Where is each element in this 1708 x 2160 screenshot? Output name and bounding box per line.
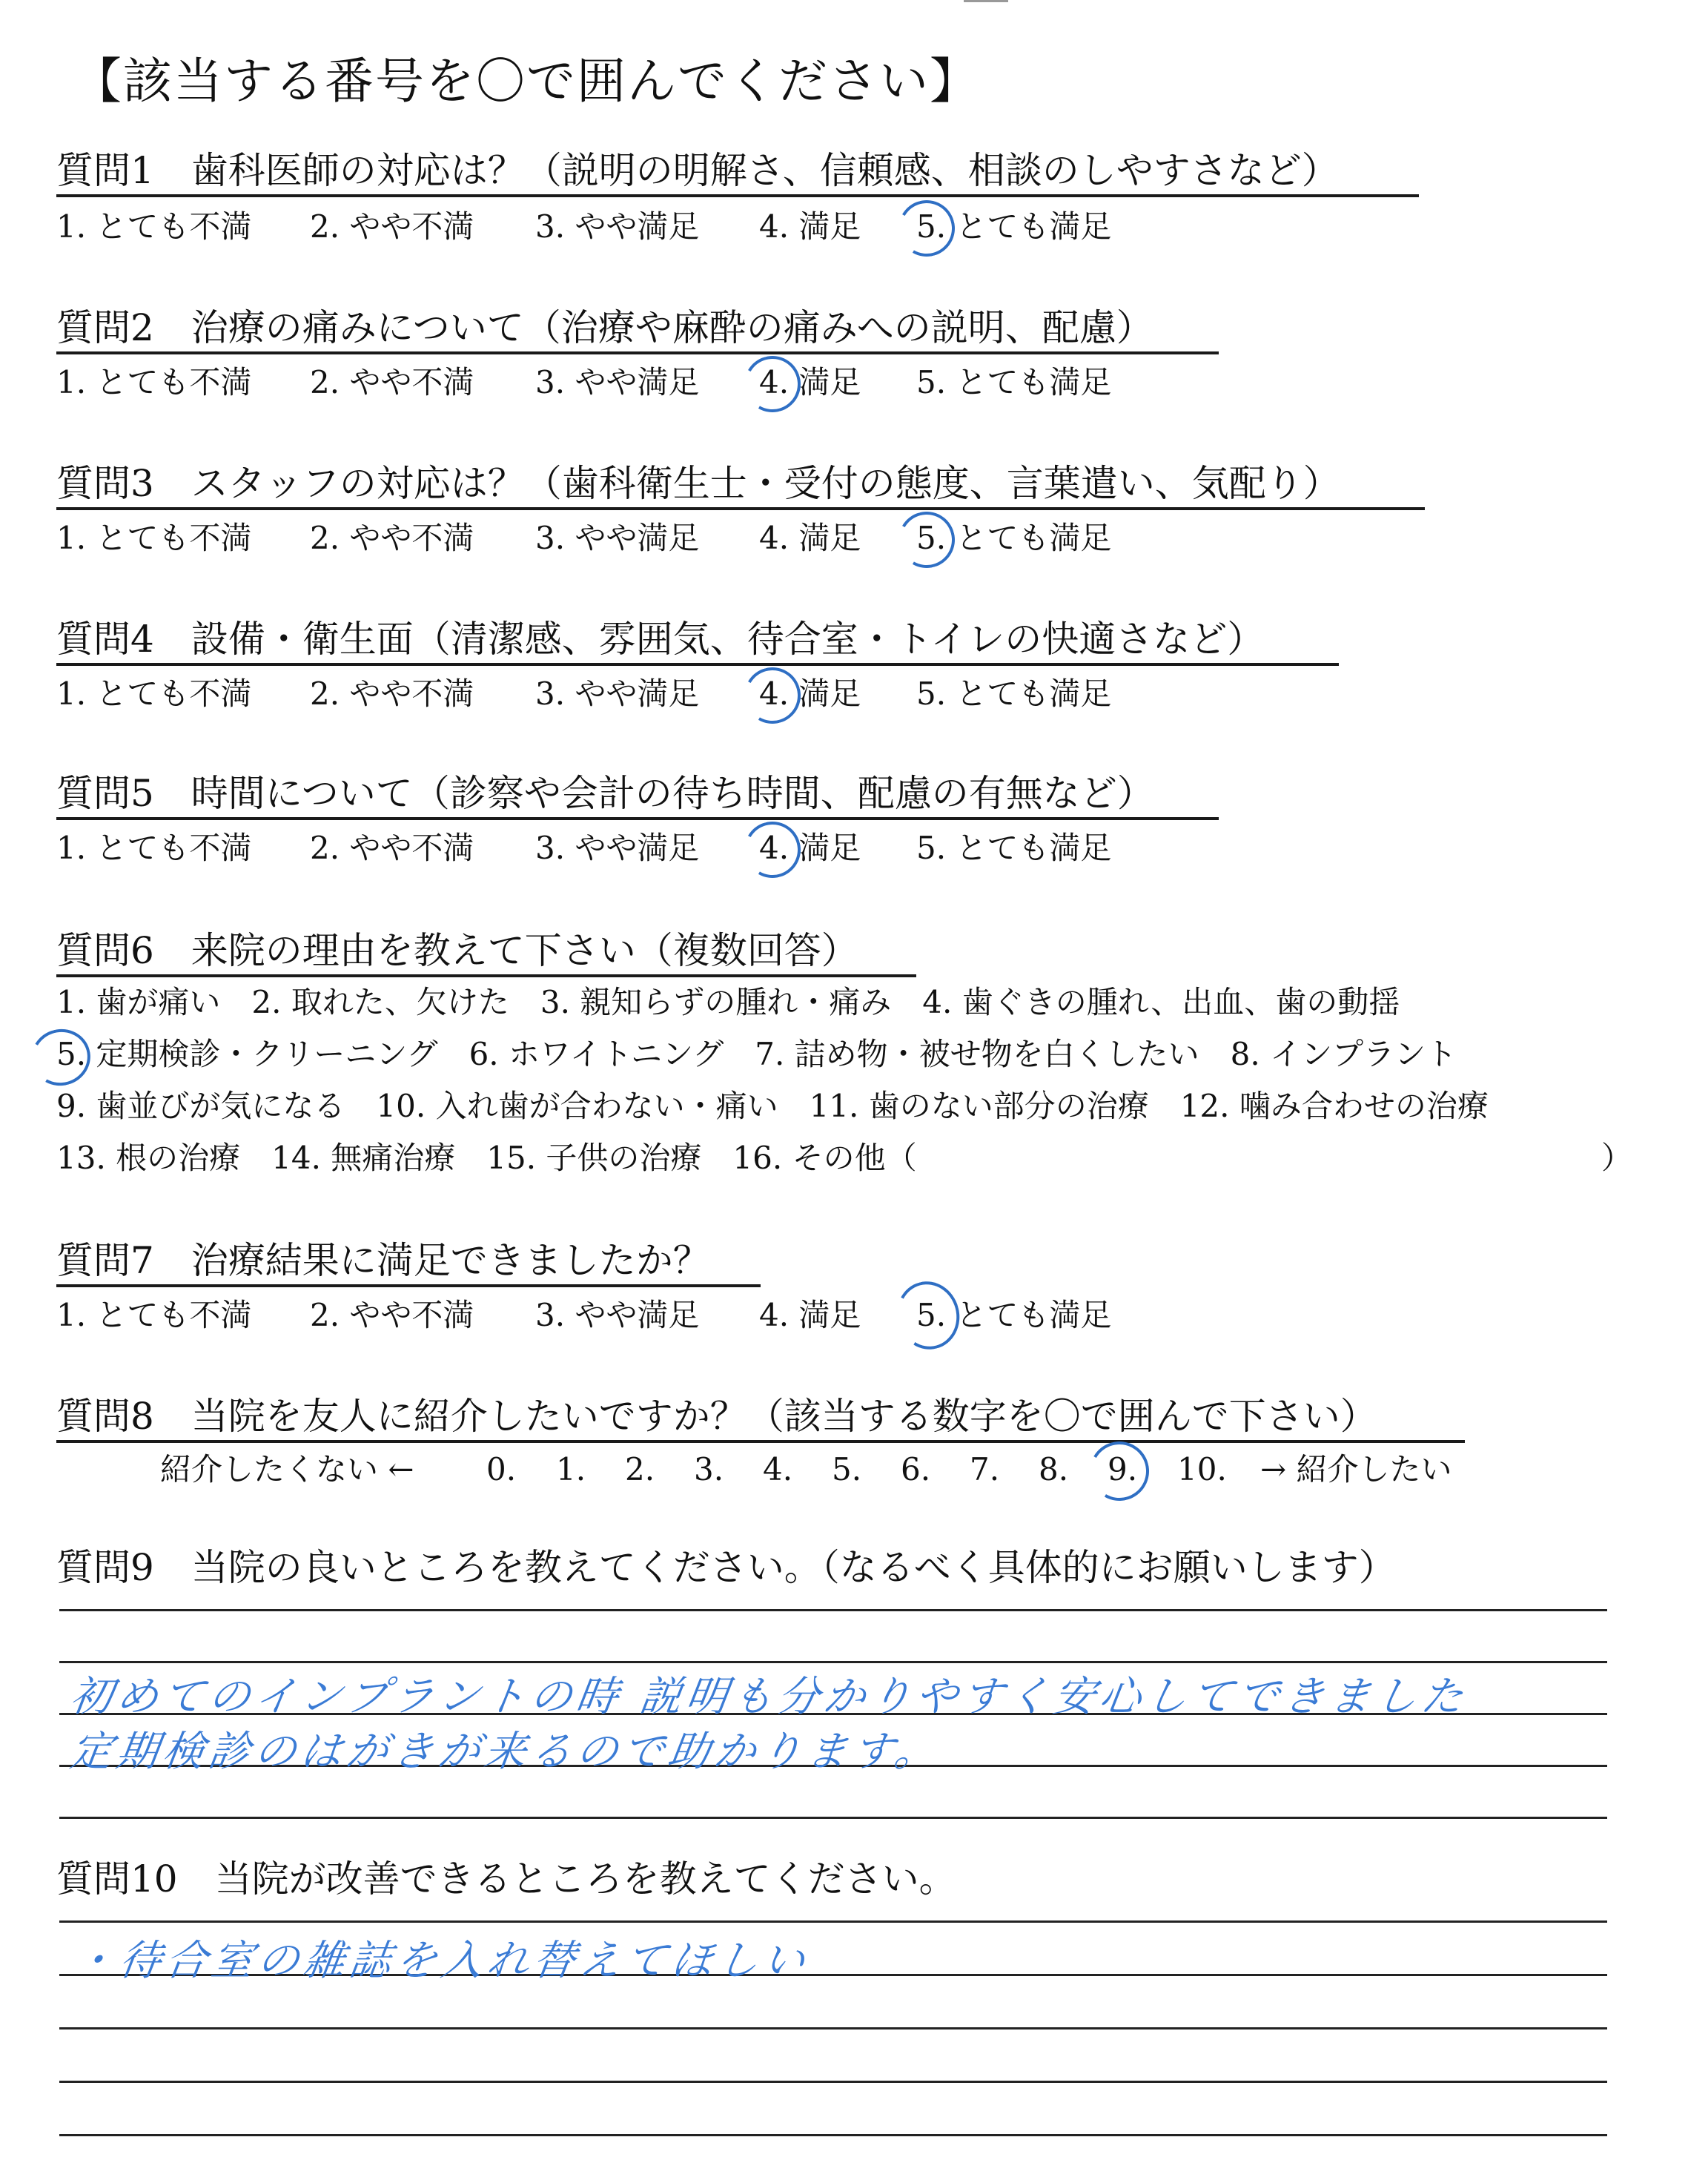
q2-selection-circle [738,349,807,418]
q5-heading: 質問5 時間について（診察や会計の待ち時間、配慮の有無など） [56,772,1154,815]
q10-writing-line-4 [59,2081,1607,2083]
q8-scale-4[interactable]: 4. [763,1451,793,1487]
q8-scale-2[interactable]: 2. [625,1451,655,1487]
top-mark [964,0,1008,13]
q2-option-5[interactable]: 5. とても満足 [916,364,1112,400]
q1-heading: 質問1 歯科医師の対応は？（説明の明解さ、信頼感、相談のしやすさなど） [56,149,1339,192]
q7-option-3[interactable]: 3. やや満足 [535,1297,700,1333]
q1-option-3[interactable]: 3. やや満足 [535,208,700,245]
q8-scale-9[interactable]: 9. [1108,1451,1138,1487]
q1-option-1[interactable]: 1. とても不満 [56,208,252,245]
q2-option-4[interactable]: 4. 満足 [759,364,861,400]
q4-selection-circle [738,661,807,730]
q5-selection-circle [738,815,807,884]
q9-handwritten-answer-line-1: 初めてのインプラントの時 説明も分かりやすく安心してできました [67,1673,1471,1721]
q8-scale-6[interactable]: 6. [901,1451,931,1487]
q9-writing-line-5 [59,1817,1607,1819]
q4-heading: 質問4 設備・衛生面（清潔感、雰囲気、待合室・トイレの快適さなど） [56,618,1265,661]
q4-option-5[interactable]: 5. とても満足 [916,676,1112,712]
q7-option-5[interactable]: 5. とても満足 [916,1297,1112,1333]
q2-heading: 質問2 治療の痛みについて（治療や麻酔の痛みへの説明、配慮） [56,306,1153,349]
q10-handwritten-answer: ・待合室の雑誌を入れ替えてほしい [70,1937,812,1985]
q6-heading: 質問6 来院の理由を教えて下さい（複数回答） [56,929,858,972]
q1-option-4[interactable]: 4. 満足 [759,208,861,245]
q6-selection-circle [25,1023,97,1092]
q8-selection-circle [1083,1435,1156,1507]
q1-option-5[interactable]: 5. とても満足 [916,208,1112,245]
q3-option-4[interactable]: 4. 満足 [759,520,861,556]
q8-left-label: 紹介したくない ← [160,1451,414,1487]
q4-option-1[interactable]: 1. とても不満 [56,676,252,712]
q3-underline [56,507,1425,510]
q5-underline [56,817,1219,820]
q3-option-2[interactable]: 2. やや不満 [310,520,474,556]
q9-writing-line-2 [59,1661,1607,1663]
q5-option-4[interactable]: 4. 満足 [759,830,861,866]
q6-options-row-2[interactable]: 5. 定期検診・クリーニング 6. ホワイトニング 7. 詰め物・被せ物を白くしたい 8. インプラント [56,1036,1457,1072]
q8-underline [56,1440,1465,1443]
q1-option-2[interactable]: 2. やや不満 [310,208,474,245]
q7-heading: 質問7 治療結果に満足できましたか？ [56,1239,710,1282]
q9-writing-line-1 [59,1609,1607,1611]
q2-option-1[interactable]: 1. とても不満 [56,364,252,400]
q1-selection-circle [892,194,961,262]
page-title: 【該当する番号を〇で囲んでください】 [73,53,980,110]
q3-option-1[interactable]: 1. とても不満 [56,520,252,556]
q8-heading: 質問8 当院を友人に紹介したいですか？（該当する数字を〇で囲んで下さい） [56,1395,1377,1438]
q5-option-3[interactable]: 3. やや満足 [535,830,700,866]
q4-option-2[interactable]: 2. やや不満 [310,676,474,712]
q1-underline [56,194,1419,197]
q3-option-3[interactable]: 3. やや満足 [535,520,700,556]
q8-scale-10[interactable]: 10. [1177,1451,1227,1487]
q5-option-5[interactable]: 5. とても満足 [916,830,1112,866]
q10-writing-line-1 [59,1920,1607,1923]
q7-option-2[interactable]: 2. やや不満 [310,1297,474,1333]
q8-scale-0[interactable]: 0. [486,1451,517,1487]
q8-scale-7[interactable]: 7. [970,1451,1000,1487]
q6-options-row-1[interactable]: 1. 歯が痛い 2. 取れた、欠けた 3. 親知らずの腫れ・痛み 4. 歯ぐきの腫れ、出血、歯の動揺 [56,984,1400,1020]
q2-option-2[interactable]: 2. やや不満 [310,364,474,400]
q5-option-2[interactable]: 2. やや不満 [310,830,474,866]
q8-scale-8[interactable]: 8. [1039,1451,1069,1487]
q4-option-3[interactable]: 3. やや満足 [535,676,700,712]
q7-underline [56,1284,761,1287]
q2-option-3[interactable]: 3. やや満足 [535,364,700,400]
q10-writing-line-3 [59,2027,1607,2029]
q2-underline [56,351,1219,354]
q8-right-label: → 紹介したい [1260,1451,1452,1487]
q6-other-close-paren: ） [1601,1140,1633,1176]
q3-option-5[interactable]: 5. とても満足 [916,520,1112,556]
q9-heading: 質問9 当院の良いところを教えてください。（なるべく具体的にお願いします） [56,1546,1396,1589]
q7-selection-circle [890,1275,967,1357]
q5-option-1[interactable]: 1. とても不満 [56,830,252,866]
q4-option-4[interactable]: 4. 満足 [759,676,861,712]
q6-underline [56,974,916,977]
q7-option-1[interactable]: 1. とても不満 [56,1297,252,1333]
q6-options-row-3[interactable]: 9. 歯並びが気になる 10. 入れ歯が合わない・痛い 11. 歯のない部分の治療 12. 噛み合わせの治療 [56,1088,1489,1124]
q10-writing-line-5 [59,2134,1607,2136]
q3-heading: 質問3 スタッフの対応は？（歯科衛生士・受付の態度、言葉遣い、気配り） [56,462,1340,505]
q9-handwritten-answer-line-2: 定期検診のはがきが来るので助かります。 [67,1728,944,1776]
q8-scale-3[interactable]: 3. [694,1451,724,1487]
q4-underline [56,663,1339,666]
q10-heading: 質問10 当院が改善できるところを教えてください。 [56,1857,956,1900]
q7-option-4[interactable]: 4. 満足 [759,1297,861,1333]
q8-scale-1[interactable]: 1. [556,1451,586,1487]
q8-scale-5[interactable]: 5. [832,1451,862,1487]
q3-selection-circle [892,505,961,574]
q6-options-row-4[interactable]: 13. 根の治療 14. 無痛治療 15. 子供の治療 16. その他（ [56,1140,917,1176]
